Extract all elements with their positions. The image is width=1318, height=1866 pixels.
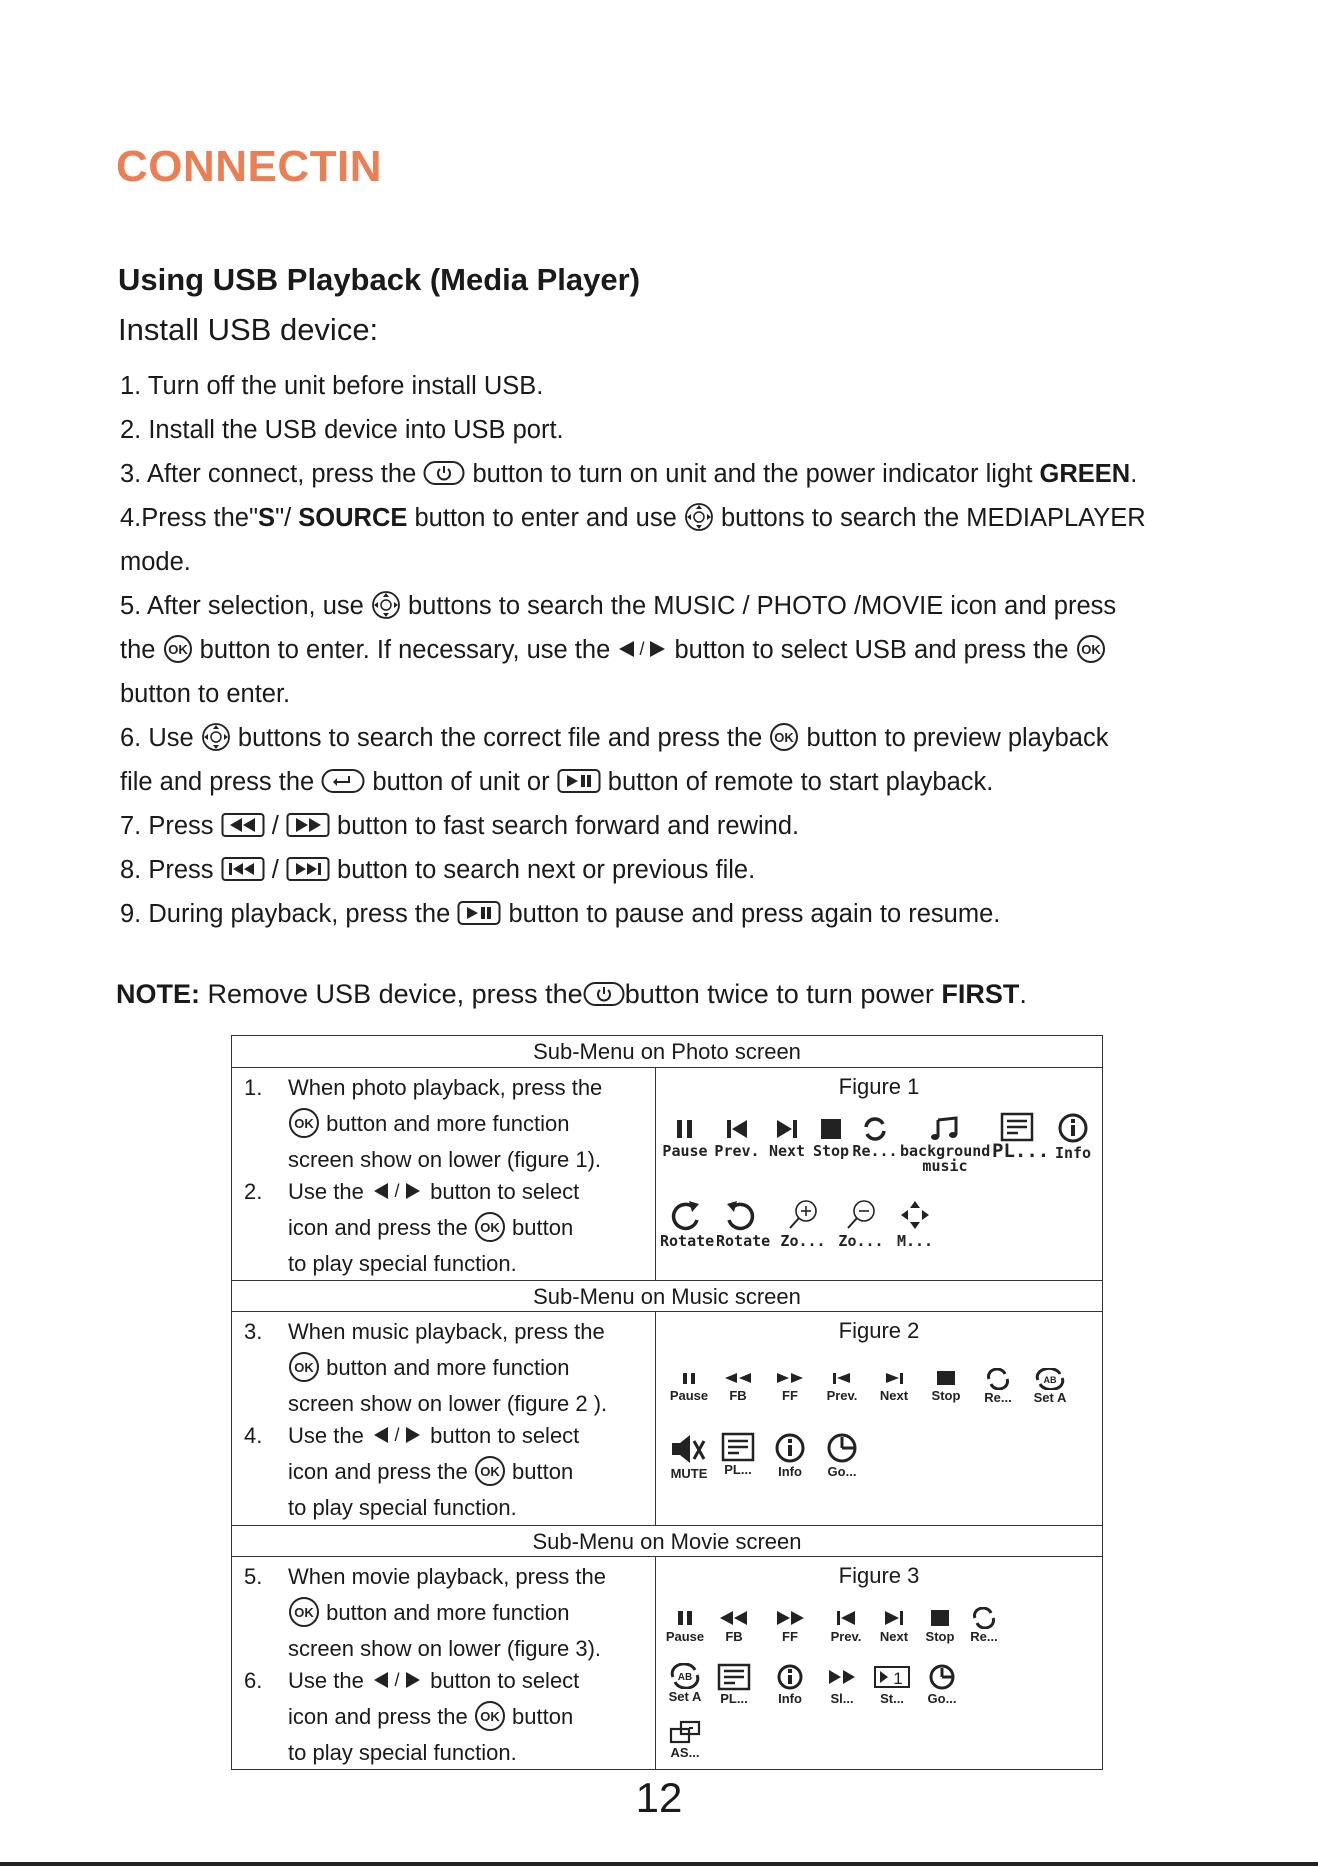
set-ab-repeat-icon <box>669 1663 701 1689</box>
step-4-cont: mode. <box>120 548 191 576</box>
left-right-arrows-icon <box>370 1180 424 1202</box>
move-arrows-icon <box>898 1198 932 1232</box>
svg-text:OK: OK <box>480 1220 500 1236</box>
repeat-icon <box>862 1116 888 1142</box>
music-submenu-title: Sub-Menu on Music screen <box>232 1280 1102 1312</box>
enter-button-icon <box>321 768 365 794</box>
stop-icon-cell: Stop <box>806 1116 856 1160</box>
svg-text:/: / <box>394 1670 400 1691</box>
aspect-ratio-icon <box>668 1719 702 1745</box>
rewind-button-icon <box>221 812 265 838</box>
playlist-icon <box>717 1663 751 1691</box>
zoom-out-icon-cell: Zo... <box>836 1198 886 1250</box>
rotate-left-icon <box>667 1198 703 1232</box>
fast-forward-icon <box>772 1368 808 1388</box>
step-6-cont: file and press the button of unit or button of remote to start playback. <box>120 768 994 796</box>
goto-time-icon <box>826 1432 858 1464</box>
previous-icon <box>833 1607 859 1629</box>
svg-text:/: / <box>394 1425 400 1446</box>
next-icon <box>881 1368 907 1388</box>
music-submenu-row <box>232 1312 1102 1525</box>
repeat-icon <box>971 1607 997 1629</box>
dpad-icon <box>371 590 401 620</box>
next-icon <box>774 1116 800 1142</box>
photo-submenu-row <box>232 1068 1102 1280</box>
figure-1-title: Figure 1 <box>838 1074 920 1099</box>
left-right-arrows-icon <box>370 1424 424 1446</box>
photo-instructions: 1. When photo playback, press the OK button and more function screen show on lower (figure 1). 2. Use the / button to select icon and press the OK button to play special function. <box>232 1068 656 1280</box>
step-2: 2. Install the USB device into USB port. <box>120 416 564 444</box>
figure-2-title: Figure 2 <box>838 1318 920 1343</box>
pause-icon <box>674 1607 696 1629</box>
photo-figure <box>656 1068 1102 1280</box>
set-ab-repeat-icon <box>1034 1368 1066 1390</box>
step-4: 4.Press the"S"/ SOURCE button to enter and use buttons to search the MEDIAPLAYER <box>120 504 1146 532</box>
step-1: 1. Turn off the unit before install USB. <box>120 372 544 400</box>
step-9: 9. During playback, press the button to pause and press again to resume. <box>120 900 1001 928</box>
music-note-icon <box>930 1116 960 1142</box>
step-5: 5. After selection, use buttons to search the MUSIC / PHOTO /MOVIE icon and press <box>120 592 1117 620</box>
power-button-icon <box>583 981 625 1007</box>
rotate-left-icon-cell: Rotate <box>660 1198 710 1250</box>
playlist-icon <box>1000 1112 1034 1142</box>
pause-icon <box>678 1368 700 1388</box>
step-5-cont: the OK button to enter. If necessary, use the / button to select USB and press the OK <box>120 628 1270 672</box>
dpad-icon <box>201 722 231 752</box>
svg-text:1: 1 <box>893 1669 903 1688</box>
ok-button-icon <box>474 1455 506 1487</box>
playlist-icon-cell: PL... <box>992 1112 1042 1160</box>
ok-button-icon <box>474 1211 506 1243</box>
goto-time-icon <box>927 1663 957 1691</box>
slow-motion-icon <box>824 1663 860 1691</box>
stop-icon <box>818 1116 844 1142</box>
music-instructions: 3. When music playback, press the OK button and more function screen show on lower (figure 2 ). 4. Use the / button to select icon and press the OK button to play special function. <box>232 1312 656 1525</box>
ok-button-icon <box>288 1107 320 1139</box>
svg-text:OK: OK <box>294 1116 314 1132</box>
usb-removal-note: NOTE: Remove USB device, press the button twice to turn power FIRST. <box>116 979 1027 1009</box>
movie-instructions: 5. When movie playback, press the OK button and more function screen show on lower (figure 3). 6. Use the / button to select icon and press the OK button to play special function. <box>232 1557 656 1769</box>
fast-forward-button-icon <box>286 812 330 838</box>
svg-text:OK: OK <box>480 1464 500 1480</box>
play-pause-button-icon <box>457 900 501 926</box>
step-5-end: button to enter. <box>120 680 291 708</box>
next-icon <box>881 1607 907 1629</box>
move-icon-cell: M... <box>890 1198 940 1250</box>
ok-button-icon <box>288 1596 320 1628</box>
bottom-rule <box>0 1862 1318 1866</box>
movie-figure: Figure 3 Pause FB FF Prev. Next Stop Re... AB Set A PL... Info Sl... 1 St... Go... AS... <box>656 1557 1102 1769</box>
rotate-right-icon-cell: Rotate <box>716 1198 766 1250</box>
install-steps <box>120 364 1270 936</box>
prev-icon-cell: Prev. <box>712 1116 762 1160</box>
pause-icon-cell: Pause <box>660 1116 710 1160</box>
zoom-in-icon-cell: Zo... <box>778 1198 828 1250</box>
svg-text:OK: OK <box>167 642 188 658</box>
section-title: Using USB Playback (Media Player) <box>118 262 641 297</box>
zoom-in-icon <box>786 1198 820 1232</box>
info-icon <box>1057 1112 1089 1144</box>
next-button-icon <box>286 856 330 882</box>
ok-button-icon <box>163 634 193 664</box>
fast-backward-icon <box>716 1607 752 1629</box>
section-subtitle: Install USB device: <box>118 312 379 347</box>
svg-text:OK: OK <box>480 1709 500 1725</box>
info-icon <box>774 1432 806 1464</box>
info-icon-cell: Info <box>1048 1112 1098 1162</box>
previous-icon <box>724 1116 750 1142</box>
mute-icon <box>670 1432 708 1466</box>
dpad-icon <box>684 502 714 532</box>
ok-button-icon <box>769 722 799 752</box>
play-pause-button-icon <box>557 768 601 794</box>
fast-forward-icon <box>772 1607 808 1629</box>
stop-icon <box>933 1368 959 1388</box>
fast-backward-icon <box>720 1368 756 1388</box>
step-frame-icon <box>873 1663 911 1691</box>
step-7: 7. Press / button to fast search forward and rewind. <box>120 812 800 840</box>
svg-text:OK: OK <box>774 730 795 746</box>
svg-text:/: / <box>394 1181 400 1202</box>
rotate-right-icon <box>723 1198 759 1232</box>
next-icon-cell: Next <box>762 1116 812 1160</box>
ok-button-icon <box>1076 634 1106 664</box>
svg-text:/: / <box>639 639 645 660</box>
pause-icon <box>672 1116 698 1142</box>
zoom-out-icon <box>844 1198 878 1232</box>
left-right-arrows-icon <box>370 1669 424 1691</box>
step-6: 6. Use buttons to search the correct file and press the OK button to preview playback <box>120 724 1109 752</box>
movie-submenu-title: Sub-Menu on Movie screen <box>232 1525 1102 1557</box>
photo-submenu-title: Sub-Menu on Photo screen <box>232 1036 1102 1068</box>
step-8: 8. Press / button to search next or previous file. <box>120 856 756 884</box>
left-right-arrows-icon <box>617 638 667 660</box>
movie-submenu-row <box>232 1557 1102 1769</box>
previous-icon <box>829 1368 855 1388</box>
repeat-icon-cell: Re... <box>850 1116 900 1160</box>
svg-text:OK: OK <box>294 1360 314 1376</box>
svg-text:OK: OK <box>294 1605 314 1621</box>
step-3: 3. After connect, press the button to turn on unit and the power indicator light GREEN. <box>120 460 1138 488</box>
power-button-icon <box>423 460 465 486</box>
ok-button-icon <box>288 1351 320 1383</box>
previous-button-icon <box>221 856 265 882</box>
page-number: 12 <box>635 1774 683 1821</box>
svg-text:AB: AB <box>677 1672 693 1683</box>
background-music-icon-cell: background music <box>900 1116 990 1172</box>
svg-text:OK: OK <box>1080 642 1101 658</box>
page-heading: CONNECTIN <box>116 142 383 191</box>
music-figure: Figure 2 Pause FB FF Prev. Next Stop Re... AB Set A MUTE PL... Info Go... <box>656 1312 1102 1525</box>
figure-3-title: Figure 3 <box>838 1563 920 1588</box>
stop-icon <box>927 1607 953 1629</box>
repeat-icon <box>985 1368 1011 1390</box>
ok-button-icon <box>474 1700 506 1732</box>
submenu-table <box>231 1035 1103 1770</box>
playlist-icon <box>721 1432 755 1462</box>
info-icon <box>775 1663 805 1691</box>
svg-text:AB: AB <box>1043 1375 1057 1385</box>
